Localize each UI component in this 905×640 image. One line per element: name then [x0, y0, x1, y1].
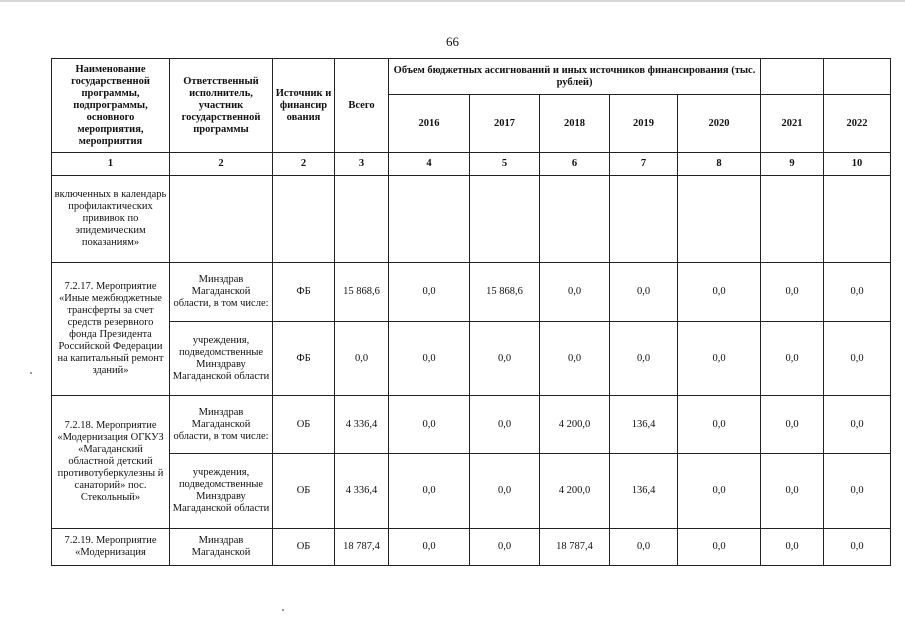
executor-cell: учреждения, подведомственные Минздраву Магаданской области [170, 322, 273, 396]
total-cell: 18 787,4 [335, 529, 389, 566]
table-row [52, 322, 891, 396]
value-2018: 0,0 [540, 322, 610, 396]
header-blank-2021 [761, 59, 824, 95]
empty-cell [540, 176, 610, 263]
value-2019: 0,0 [610, 322, 678, 396]
table-row [52, 529, 891, 566]
empty-cell [761, 176, 824, 263]
executor-cell: Минздрав Магаданской [170, 529, 273, 566]
value-2020: 0,0 [678, 396, 761, 454]
value-2018: 0,0 [540, 263, 610, 322]
header-executor: Ответственный исполнитель, участник государственной программы [170, 59, 273, 153]
source-cell: ОБ [273, 396, 335, 454]
column-number: 5 [470, 153, 540, 176]
executor-cell: учреждения, подведомственные Минздраву Магаданской области [170, 454, 273, 529]
value-2022: 0,0 [824, 322, 891, 396]
empty-cell [335, 176, 389, 263]
empty-cell [824, 176, 891, 263]
source-cell: ФБ [273, 322, 335, 396]
value-2017: 0,0 [470, 322, 540, 396]
column-number-row [52, 153, 891, 176]
executor-cell: Минздрав Магаданской области, в том числе: [170, 263, 273, 322]
value-2017: 15 868,6 [470, 263, 540, 322]
column-number: 6 [540, 153, 610, 176]
table-row [52, 454, 891, 529]
header-year-2017: 2017 [470, 95, 540, 153]
header-row-1 [52, 59, 891, 95]
table-row [52, 263, 891, 322]
source-cell: ФБ [273, 263, 335, 322]
value-2019: 0,0 [610, 263, 678, 322]
total-cell: 15 868,6 [335, 263, 389, 322]
header-year-2021: 2021 [761, 95, 824, 153]
value-2017: 0,0 [470, 396, 540, 454]
value-2020: 0,0 [678, 454, 761, 529]
value-2019: 0,0 [610, 529, 678, 566]
empty-cell [273, 176, 335, 263]
header-budget-group: Объем бюджетных ассигнований и иных источников финансирования (тыс. рублей) [389, 59, 761, 95]
value-2019: 136,4 [610, 454, 678, 529]
column-number: 8 [678, 153, 761, 176]
table-row [52, 396, 891, 454]
value-2019: 136,4 [610, 396, 678, 454]
source-cell: ОБ [273, 529, 335, 566]
budget-table [51, 58, 891, 566]
value-2021: 0,0 [761, 322, 824, 396]
value-2018: 18 787,4 [540, 529, 610, 566]
value-2022: 0,0 [824, 396, 891, 454]
measure-name: 7.2.17. Мероприятие «Иные межбюджетные трансферты за счет средств резервного фонда Президента Российской Федерации на капитальный ремонт зданий» [52, 263, 170, 396]
continuation-name: включенных в календарь профилактических прививок по эпидемическим показаниям» [52, 176, 170, 263]
header-year-2018: 2018 [540, 95, 610, 153]
value-2016: 0,0 [389, 322, 470, 396]
value-2021: 0,0 [761, 529, 824, 566]
column-number: 3 [335, 153, 389, 176]
column-number: 4 [389, 153, 470, 176]
column-number: 2 [273, 153, 335, 176]
value-2018: 4 200,0 [540, 396, 610, 454]
value-2017: 0,0 [470, 529, 540, 566]
value-2022: 0,0 [824, 263, 891, 322]
header-blank-2022 [824, 59, 891, 95]
column-number: 10 [824, 153, 891, 176]
total-cell: 4 336,4 [335, 454, 389, 529]
header-year-2022: 2022 [824, 95, 891, 153]
header-source: Источник и финансир ования [273, 59, 335, 153]
total-cell: 4 336,4 [335, 396, 389, 454]
total-cell: 0,0 [335, 322, 389, 396]
page-number: 66 [446, 34, 459, 49]
empty-cell [170, 176, 273, 263]
value-2020: 0,0 [678, 322, 761, 396]
value-2017: 0,0 [470, 454, 540, 529]
column-number: 9 [761, 153, 824, 176]
header-total: Всего [335, 59, 389, 153]
source-cell: ОБ [273, 454, 335, 529]
empty-cell [610, 176, 678, 263]
column-number: 1 [52, 153, 170, 176]
header-year-2020: 2020 [678, 95, 761, 153]
header-name: Наименование государственной программы, подпрограммы, основного мероприятия, мероприятия [52, 59, 170, 153]
value-2022: 0,0 [824, 529, 891, 566]
column-number: 2 [170, 153, 273, 176]
value-2020: 0,0 [678, 263, 761, 322]
header-year-2019: 2019 [610, 95, 678, 153]
value-2016: 0,0 [389, 263, 470, 322]
header-year-2016: 2016 [389, 95, 470, 153]
measure-name: 7.2.18. Мероприятие «Модернизация ОГКУЗ «Магаданский областной детский противотуберкулезны й санаторий» пос. Стекольный» [52, 396, 170, 529]
value-2022: 0,0 [824, 454, 891, 529]
executor-cell: Минздрав Магаданской области, в том числе: [170, 396, 273, 454]
value-2016: 0,0 [389, 396, 470, 454]
empty-cell [470, 176, 540, 263]
table-row-continuation [52, 176, 891, 263]
value-2018: 4 200,0 [540, 454, 610, 529]
measure-name: 7.2.19. Мероприятие «Модернизация [52, 529, 170, 566]
page-top-rule [0, 0, 905, 2]
value-2021: 0,0 [761, 454, 824, 529]
empty-cell [678, 176, 761, 263]
value-2016: 0,0 [389, 454, 470, 529]
scan-speck [282, 609, 284, 611]
scan-speck [30, 372, 32, 374]
empty-cell [389, 176, 470, 263]
value-2021: 0,0 [761, 396, 824, 454]
value-2020: 0,0 [678, 529, 761, 566]
value-2021: 0,0 [761, 263, 824, 322]
column-number: 7 [610, 153, 678, 176]
value-2016: 0,0 [389, 529, 470, 566]
